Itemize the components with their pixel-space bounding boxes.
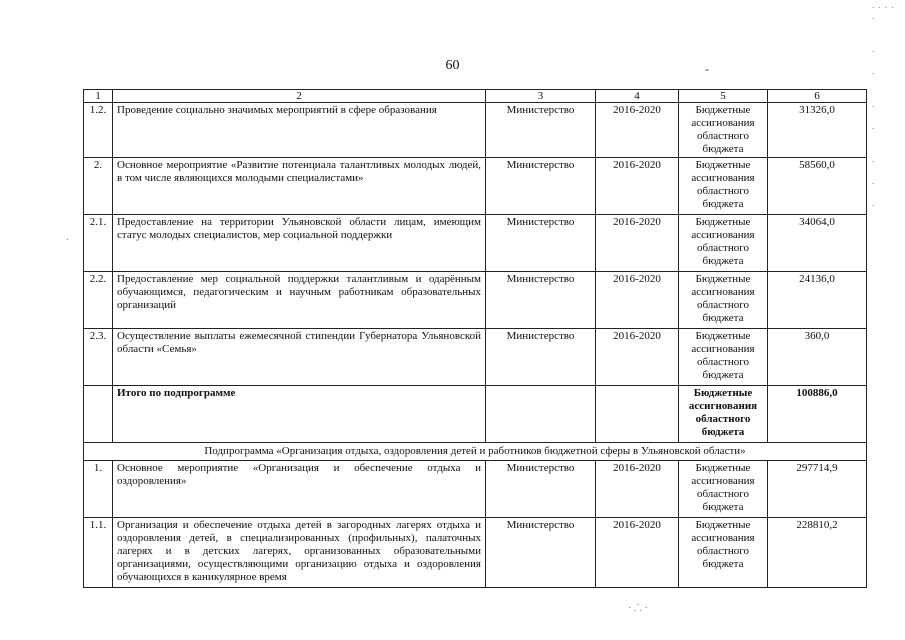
page-number: 60 [445,58,460,73]
row-activity: Предоставление мер социальной поддержки талантливым и одарённым обучающимся, педагогическим и научным работникам образовательных организаций [113,272,486,329]
total-period-cell [596,386,679,443]
scan-speck: . [66,232,69,243]
table-row [84,329,867,386]
row-activity: Проведение социально значимых мероприятий в сфере образования [113,103,486,158]
row-period: 2016-2020 [596,158,679,215]
table-row [84,103,867,158]
row-executor: Министерство [486,518,596,588]
row-period: 2016-2020 [596,461,679,518]
row-amount: 24136,0 [768,272,867,329]
total-executor-cell [486,386,596,443]
row-amount: 297714,9 [768,461,867,518]
row-amount: 58560,0 [768,158,867,215]
row-executor: Министерство [486,158,596,215]
table-row [84,158,867,215]
total-source: Бюджетные ассигнования областного бюджета [679,386,768,443]
total-amount: 100886,0 [768,386,867,443]
row-period: 2016-2020 [596,518,679,588]
row-number: 1.2. [84,103,113,158]
table-header-row [84,90,867,103]
row-executor: Министерство [486,329,596,386]
program-table [83,89,867,588]
row-period: 2016-2020 [596,103,679,158]
row-number: 2.3. [84,329,113,386]
row-period: 2016-2020 [596,272,679,329]
row-amount: 34064,0 [768,215,867,272]
table-row [84,461,867,518]
section-title-row [84,443,867,461]
row-number: 2. [84,158,113,215]
row-activity: Осуществление выплаты ежемесячной стипендии Губернатора Ульяновской области «Семья» [113,329,486,386]
table-row [84,518,867,588]
row-source: Бюджетные ассигнования областного бюджета [679,158,768,215]
scan-speck: · .˙. · [628,603,648,614]
row-executor: Министерство [486,272,596,329]
row-executor: Министерство [486,103,596,158]
row-activity: Организация и обеспечение отдыха детей в загородных лагерях отдыха и оздоровления детей, в специализированных (профильных), палаточных лагерях и в детских лагерях, организованных образовательными организациями, осуществляющими организацию отдыха и оздоровления обучающихся в каникулярное время [113,518,486,588]
row-executor: Министерство [486,215,596,272]
table-row [84,215,867,272]
row-number: 1.1. [84,518,113,588]
total-row [84,386,867,443]
row-source: Бюджетные ассигнования областного бюджета [679,215,768,272]
header-cell: 4 [596,90,679,103]
header-cell: 2 [113,90,486,103]
table-row [84,272,867,329]
row-source: Бюджетные ассигнования областного бюджета [679,103,768,158]
scan-edge-artifact: . . . . . . . . . . . . [872,0,895,208]
total-number-cell [84,386,113,443]
corner-mark: - [705,62,709,76]
header-cell: 1 [84,90,113,103]
row-amount: 360,0 [768,329,867,386]
header-cell: 3 [486,90,596,103]
row-source: Бюджетные ассигнования областного бюджета [679,518,768,588]
row-activity: Предоставление на территории Ульяновской области лицам, имеющим статус молодых специалистов, мер социальной поддержки [113,215,486,272]
row-period: 2016-2020 [596,215,679,272]
row-number: 2.2. [84,272,113,329]
section-title: Подпрограмма «Организация отдыха, оздоровления детей и работников бюджетной сферы в Ульяновской области» [84,443,867,461]
row-executor: Министерство [486,461,596,518]
header-cell: 5 [679,90,768,103]
row-amount: 228810,2 [768,518,867,588]
row-number: 1. [84,461,113,518]
row-activity: Основное мероприятие «Развитие потенциала талантливых молодых людей, в том числе являющихся молодыми специалистами» [113,158,486,215]
row-source: Бюджетные ассигнования областного бюджета [679,272,768,329]
row-period: 2016-2020 [596,329,679,386]
row-source: Бюджетные ассигнования областного бюджета [679,329,768,386]
header-cell: 6 [768,90,867,103]
row-amount: 31326,0 [768,103,867,158]
total-label: Итого по подпрограмме [113,386,486,443]
row-activity: Основное мероприятие «Организация и обеспечение отдыха и оздоровления» [113,461,486,518]
row-number: 2.1. [84,215,113,272]
row-source: Бюджетные ассигнования областного бюджета [679,461,768,518]
